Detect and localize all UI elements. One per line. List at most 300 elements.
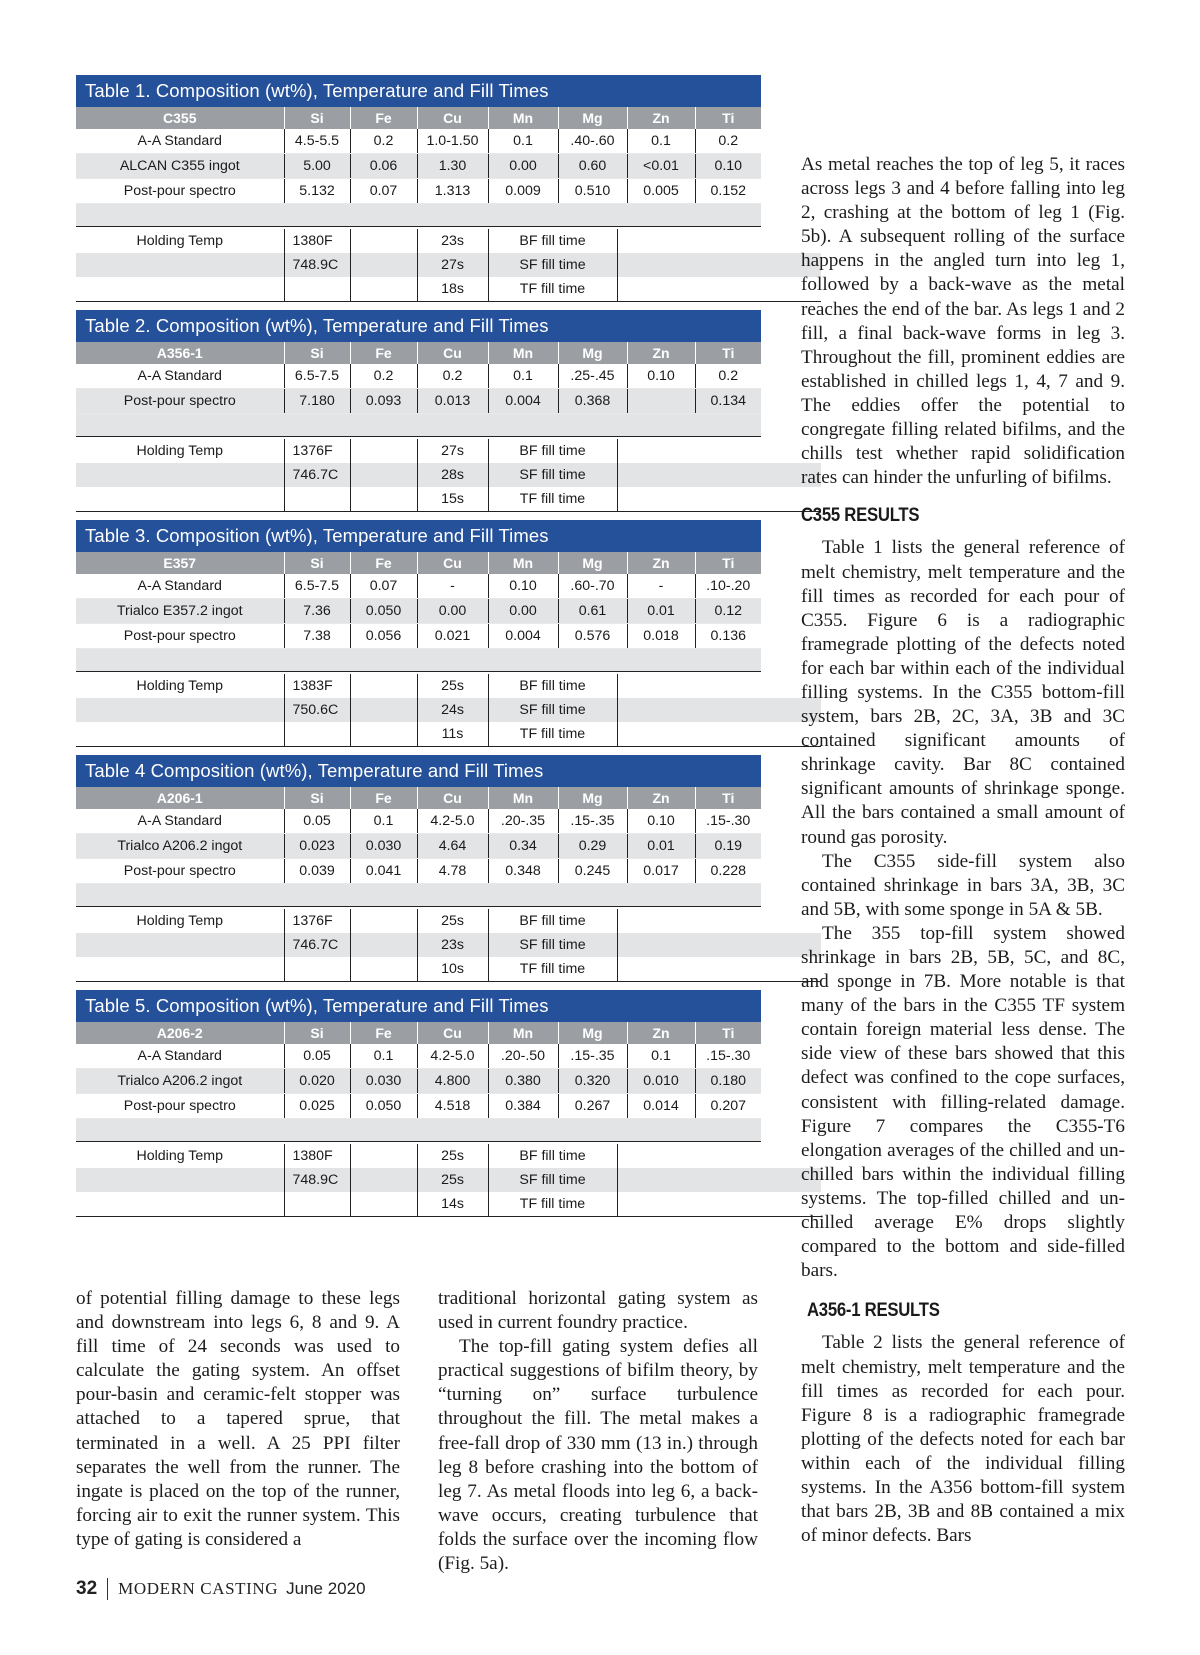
fill-time-label: BF fill time [488, 674, 617, 698]
holding-label [76, 1168, 284, 1192]
table-row [76, 129, 761, 154]
column-header: Mg [558, 107, 627, 129]
empty-cell [617, 463, 821, 487]
column-header: Zn [627, 787, 695, 809]
table-separator [76, 884, 761, 907]
table-cell: 0.384 [488, 1094, 558, 1119]
table-title: Table 3. Composition (wt%), Temperature and Fill Times [76, 520, 761, 552]
column-header: Mn [488, 1022, 558, 1044]
empty-cell [350, 698, 417, 722]
table-row [76, 599, 761, 624]
holding-row [76, 722, 821, 747]
empty-cell [617, 1144, 821, 1168]
column-header: Zn [627, 107, 695, 129]
table-cell: 0.320 [558, 1069, 627, 1094]
column-header: Si [284, 1022, 350, 1044]
table-cell: 1.30 [417, 154, 488, 179]
column-header: Cu [417, 552, 488, 574]
table-title: Table 1. Composition (wt%), Temperature and Fill Times [76, 75, 761, 107]
column-header: Si [284, 107, 350, 129]
empty-cell [617, 1192, 821, 1217]
table-cell: 0.19 [695, 834, 761, 859]
holding-temperature: 1376F [284, 439, 350, 463]
section-heading: A356-1 RESULTS [807, 1300, 940, 1322]
paragraph: The C355 side-fill system also contained shrinkage in bars 3A, 3B, 3C and 5B, with some sponge in 5A & 5B. [801, 850, 1125, 920]
fill-time-label: SF fill time [488, 698, 617, 722]
table-row [76, 624, 761, 649]
holding-label: Holding Temp [76, 674, 284, 698]
paragraph: of potential filling damage to these legs and downstream into legs 6, 8 and 9. A fill time of 24 seconds was used to calculate the gating system. An offset pour-basin and ceramic-felt stopper was attached to a tapered sprue, that terminated in a well. A 25 PPI filter separates the well from the runner. The ingate is placed on the top of the runner, forcing air to exit the runner system. This type of gating is considered a [76, 1288, 400, 1550]
empty-cell [617, 439, 821, 463]
table-cell: 0.041 [350, 859, 417, 884]
empty-cell [617, 933, 821, 957]
table-cell: 0.348 [488, 859, 558, 884]
table-cell: .20-.35 [488, 809, 558, 834]
magazine-name: MODERN CASTING [118, 1579, 279, 1598]
table-separator [76, 649, 761, 672]
column-header: Mg [558, 1022, 627, 1044]
table-cell: <0.01 [627, 154, 695, 179]
row-label: A-A Standard [76, 129, 284, 154]
table-row [76, 574, 761, 599]
fill-time-value: 24s [417, 698, 488, 722]
table-cell: 4.2-5.0 [417, 1044, 488, 1069]
holding-row [76, 698, 821, 722]
fill-time-label: SF fill time [488, 1168, 617, 1192]
empty-cell [617, 229, 821, 253]
row-label: A-A Standard [76, 574, 284, 599]
holding-temperature: 746.7C [284, 463, 350, 487]
fill-time-value: 15s [417, 487, 488, 512]
column-header: Si [284, 552, 350, 574]
table-cell: 0.368 [558, 389, 627, 414]
row-label: A-A Standard [76, 1044, 284, 1069]
holding-label [76, 1192, 284, 1217]
table-cell: 0.005 [627, 179, 695, 204]
empty-cell [350, 1192, 417, 1217]
table-cell: 0.10 [627, 364, 695, 389]
table-title: Table 2. Composition (wt%), Temperature and Fill Times [76, 310, 761, 342]
row-label: Trialco A206.2 ingot [76, 834, 284, 859]
table-cell: 0.018 [627, 624, 695, 649]
fill-time-value: 27s [417, 253, 488, 277]
table-cell: 4.64 [417, 834, 488, 859]
holding-row [76, 933, 821, 957]
table-spacer [76, 982, 761, 990]
column-header: Ti [695, 552, 761, 574]
table-cell: .15-.30 [695, 1044, 761, 1069]
holding-label [76, 933, 284, 957]
table-cell: 0.60 [558, 154, 627, 179]
table-cell: 0.2 [350, 129, 417, 154]
column-header: Si [284, 342, 350, 364]
fill-time-label: BF fill time [488, 909, 617, 933]
empty-cell [350, 277, 417, 302]
table-row [76, 1094, 761, 1119]
empty-cell [617, 674, 821, 698]
table-cell: 0.013 [417, 389, 488, 414]
composition-table [76, 75, 761, 302]
alloy-header: C355 [76, 107, 284, 129]
table-cell: 4.5-5.5 [284, 129, 350, 154]
row-label: Trialco E357.2 ingot [76, 599, 284, 624]
empty-cell [350, 229, 417, 253]
table-cell: 0.00 [417, 599, 488, 624]
column-header: Si [284, 787, 350, 809]
fill-time-value: 25s [417, 1168, 488, 1192]
empty-cell [350, 722, 417, 747]
table-row [76, 1069, 761, 1094]
holding-label: Holding Temp [76, 229, 284, 253]
alloy-header: A206-2 [76, 1022, 284, 1044]
table-cell: 6.5-7.5 [284, 574, 350, 599]
holding-label [76, 253, 284, 277]
page-number: 32 [76, 1578, 98, 1599]
paragraph: Table 1 lists the general reference of melt chemistry, melt temperature and the fill times as recorded for each pour of C355. Figure 6 is a radiographic framegrade plotting of the defects noted for each bar within each of the individual filling systems. In the C355 bottom-fill system, bars 2B, 2C, 3A, 3B and 3C contained significant amounts of shrinkage cavity. Bar 8C contained significant amounts of shrinkage sponge. All the bars contained a small amount of round gas porosity. [801, 537, 1125, 848]
table-row [76, 809, 761, 834]
holding-temperature [284, 722, 350, 747]
table-cell: - [417, 574, 488, 599]
fill-time-value: 11s [417, 722, 488, 747]
table-cell: 0.039 [284, 859, 350, 884]
table-cell: 0.030 [350, 1069, 417, 1094]
row-label: A-A Standard [76, 809, 284, 834]
empty-cell [617, 722, 821, 747]
table-cell: 4.518 [417, 1094, 488, 1119]
holding-temperature: 1383F [284, 674, 350, 698]
column-header: Mn [488, 107, 558, 129]
empty-cell [617, 253, 821, 277]
holding-label [76, 722, 284, 747]
table-cell: 0.136 [695, 624, 761, 649]
holding-temperature [284, 1192, 350, 1217]
holding-temperature: 1380F [284, 1144, 350, 1168]
fill-time-label: TF fill time [488, 722, 617, 747]
holding-temperature: 748.9C [284, 1168, 350, 1192]
table-cell: 0.00 [488, 599, 558, 624]
table-cell: 0.05 [284, 809, 350, 834]
table-title: Table 4 Composition (wt%), Temperature and Fill Times [76, 755, 761, 787]
table-spacer [76, 512, 761, 520]
table-row [76, 1044, 761, 1069]
fill-time-value: 25s [417, 674, 488, 698]
table-spacer [76, 302, 761, 310]
fill-time-label: SF fill time [488, 253, 617, 277]
table-cell: 7.180 [284, 389, 350, 414]
empty-cell [617, 909, 821, 933]
row-label: Post-pour spectro [76, 1094, 284, 1119]
table-cell: 0.245 [558, 859, 627, 884]
column-header: Cu [417, 787, 488, 809]
row-label: Post-pour spectro [76, 859, 284, 884]
holding-label [76, 487, 284, 512]
empty-cell [350, 1168, 417, 1192]
alloy-header: A356-1 [76, 342, 284, 364]
column-header: Zn [627, 1022, 695, 1044]
holding-temperature [284, 277, 350, 302]
table-cell: 0.00 [488, 154, 558, 179]
holding-row [76, 674, 821, 698]
table-cell: 1.0-1.50 [417, 129, 488, 154]
empty-cell [617, 277, 821, 302]
fill-time-label: TF fill time [488, 277, 617, 302]
holding-label [76, 463, 284, 487]
empty-cell [350, 933, 417, 957]
column-header: Zn [627, 552, 695, 574]
table-cell: 0.267 [558, 1094, 627, 1119]
holding-temperature: 746.7C [284, 933, 350, 957]
table-cell: 0.020 [284, 1069, 350, 1094]
column-header: Fe [350, 1022, 417, 1044]
paragraph: The top-fill gating system defies all practical suggestions of bifilm theory, by “turning on” surface turbulence throughout the fill. The metal makes a free-fall drop of 330 mm (13 in.) through leg 8 before crashing into the bottom of leg 7. As metal floods into leg 6, a back-wave occurs, creating turbulence that folds the surface over the incoming flow (Fig. 5a). [438, 1336, 758, 1575]
table-cell: 0.004 [488, 624, 558, 649]
column-header: Fe [350, 787, 417, 809]
fill-time-value: 25s [417, 1144, 488, 1168]
holding-row [76, 909, 821, 933]
table-cell: 0.050 [350, 1094, 417, 1119]
holding-row [76, 463, 821, 487]
table-cell: 0.1 [488, 364, 558, 389]
row-label: Post-pour spectro [76, 179, 284, 204]
column-header: Fe [350, 107, 417, 129]
table-separator [76, 204, 761, 227]
holding-temperature [284, 487, 350, 512]
table-cell: 0.1 [350, 809, 417, 834]
table-cell: .40-.60 [558, 129, 627, 154]
table-cell: 0.2 [695, 129, 761, 154]
table-cell: .15-.35 [558, 1044, 627, 1069]
empty-cell [350, 463, 417, 487]
column-header: Mn [488, 787, 558, 809]
holding-row [76, 439, 821, 463]
alloy-header: E357 [76, 552, 284, 574]
footer-divider [107, 1578, 108, 1600]
empty-cell [350, 909, 417, 933]
empty-cell [617, 957, 821, 982]
holding-label [76, 957, 284, 982]
table-cell: 7.36 [284, 599, 350, 624]
table-cell: 0.1 [488, 129, 558, 154]
column-header: Ti [695, 342, 761, 364]
table-cell: .60-.70 [558, 574, 627, 599]
table-cell: 4.78 [417, 859, 488, 884]
table-cell: 0.01 [627, 599, 695, 624]
column-header: Cu [417, 1022, 488, 1044]
fill-time-label: BF fill time [488, 1144, 617, 1168]
fill-time-value: 25s [417, 909, 488, 933]
table-cell: 0.134 [695, 389, 761, 414]
table-cell: 0.023 [284, 834, 350, 859]
holding-label [76, 277, 284, 302]
table-row [76, 834, 761, 859]
page-footer [76, 1578, 366, 1600]
holding-temperature [284, 957, 350, 982]
fill-time-value: 23s [417, 229, 488, 253]
table-cell: 0.2 [350, 364, 417, 389]
table-spacer [76, 747, 761, 755]
table-cell: 0.021 [417, 624, 488, 649]
empty-cell [350, 253, 417, 277]
holding-row [76, 957, 821, 982]
table-cell: 0.093 [350, 389, 417, 414]
table-cell: 0.010 [627, 1069, 695, 1094]
column-header: Ti [695, 1022, 761, 1044]
composition-table [76, 520, 761, 747]
table-cell: 0.180 [695, 1069, 761, 1094]
holding-row [76, 277, 821, 302]
table-cell: 0.10 [488, 574, 558, 599]
fill-time-value: 28s [417, 463, 488, 487]
table-cell: 0.07 [350, 574, 417, 599]
holding-label: Holding Temp [76, 439, 284, 463]
text-column-middle [438, 1287, 758, 1576]
fill-time-label: SF fill time [488, 933, 617, 957]
fill-time-label: TF fill time [488, 487, 617, 512]
row-label: Post-pour spectro [76, 624, 284, 649]
column-header: Mn [488, 552, 558, 574]
holding-row [76, 1168, 821, 1192]
table-cell: 0.228 [695, 859, 761, 884]
table-cell: 0.1 [627, 1044, 695, 1069]
row-label: Post-pour spectro [76, 389, 284, 414]
holding-label [76, 698, 284, 722]
text-column-left [76, 1287, 400, 1552]
column-header: Ti [695, 787, 761, 809]
column-header: Fe [350, 552, 417, 574]
table-cell: 0.10 [627, 809, 695, 834]
holding-label: Holding Temp [76, 909, 284, 933]
table-cell: 0.10 [695, 154, 761, 179]
table-row [76, 364, 761, 389]
table-cell: 5.132 [284, 179, 350, 204]
table-cell: 0.1 [627, 129, 695, 154]
composition-tables [76, 75, 761, 1217]
holding-temperature: 1380F [284, 229, 350, 253]
holding-temperature: 748.9C [284, 253, 350, 277]
fill-time-label: BF fill time [488, 229, 617, 253]
fill-time-value: 27s [417, 439, 488, 463]
section-heading: C355 RESULTS [801, 505, 920, 527]
empty-cell [350, 1144, 417, 1168]
empty-cell [350, 439, 417, 463]
column-header: Mg [558, 552, 627, 574]
table-cell: 0.12 [695, 599, 761, 624]
empty-cell [617, 698, 821, 722]
table-cell: 0.025 [284, 1094, 350, 1119]
table-cell: 0.004 [488, 389, 558, 414]
table-cell: 1.313 [417, 179, 488, 204]
text-column-right [801, 153, 1125, 1548]
holding-temperature: 750.6C [284, 698, 350, 722]
table-cell: 0.1 [350, 1044, 417, 1069]
table-cell: 0.2 [695, 364, 761, 389]
column-header: Fe [350, 342, 417, 364]
holding-row [76, 1192, 821, 1217]
table-cell: .25-.45 [558, 364, 627, 389]
table-separator [76, 1119, 761, 1142]
empty-cell [617, 487, 821, 512]
paragraph: traditional horizontal gating system as used in current foundry practice. [438, 1288, 758, 1334]
holding-row [76, 229, 821, 253]
holding-label: Holding Temp [76, 1144, 284, 1168]
paragraph: Table 2 lists the general reference of melt chemistry, melt temperature and the fill times as recorded for each pour. Figure 8 is a radiographic framegrade plotting of the defects noted for each bar within each of the individual filling systems. In the A356 bottom-fill system that bars 2B, 3B and 8B contained a mix of minor defects. Bars [801, 1332, 1125, 1547]
table-cell: 6.5-7.5 [284, 364, 350, 389]
table-cell: 0.380 [488, 1069, 558, 1094]
row-label: ALCAN C355 ingot [76, 154, 284, 179]
table-cell: 0.01 [627, 834, 695, 859]
empty-cell [617, 1168, 821, 1192]
holding-row [76, 253, 821, 277]
table-cell: 0.014 [627, 1094, 695, 1119]
table-cell: 0.017 [627, 859, 695, 884]
fill-time-value: 18s [417, 277, 488, 302]
alloy-header: A206-1 [76, 787, 284, 809]
table-cell: 0.152 [695, 179, 761, 204]
holding-row [76, 1144, 821, 1168]
empty-cell [350, 487, 417, 512]
row-label: Trialco A206.2 ingot [76, 1069, 284, 1094]
table-cell: 0.05 [284, 1044, 350, 1069]
table-cell: 0.510 [558, 179, 627, 204]
table-cell: 0.050 [350, 599, 417, 624]
table-cell: 0.07 [350, 179, 417, 204]
table-cell: 0.29 [558, 834, 627, 859]
table-row [76, 154, 761, 179]
table-cell: 4.800 [417, 1069, 488, 1094]
table-cell: .15-.30 [695, 809, 761, 834]
column-header: Mg [558, 787, 627, 809]
table-row [76, 179, 761, 204]
fill-time-label: BF fill time [488, 439, 617, 463]
column-header: Mg [558, 342, 627, 364]
table-cell: 0.009 [488, 179, 558, 204]
table-cell: 0.06 [350, 154, 417, 179]
paragraph: The 355 top-fill system showed shrinkage in bars 2B, 5B, 5C, and 8C, and sponge in 7B. More notable is that many of the bars in the C355 TF system contain foreign material less dense. The side view of these bars showed that this defect was confined to the cope surfaces, consistent with filling-related damage. Figure 7 compares the C355-T6 elongation averages of the chilled and un-chilled bars within the individual filling systems. The top-filled chilled and un-chilled average E% drops slightly compared to the bottom and side-filled bars. [801, 922, 1125, 1282]
table-row [76, 859, 761, 884]
fill-time-label: TF fill time [488, 1192, 617, 1217]
table-cell: - [627, 574, 695, 599]
table-cell [627, 389, 695, 414]
fill-time-value: 10s [417, 957, 488, 982]
column-header: Zn [627, 342, 695, 364]
table-cell: 0.030 [350, 834, 417, 859]
composition-table [76, 310, 761, 512]
row-label: A-A Standard [76, 364, 284, 389]
table-cell: .10-.20 [695, 574, 761, 599]
table-cell: 0.207 [695, 1094, 761, 1119]
fill-time-value: 23s [417, 933, 488, 957]
empty-cell [350, 957, 417, 982]
table-separator [76, 414, 761, 437]
table-title: Table 5. Composition (wt%), Temperature and Fill Times [76, 990, 761, 1022]
holding-row [76, 487, 821, 512]
table-cell: .15-.35 [558, 809, 627, 834]
composition-table [76, 990, 761, 1217]
column-header: Mn [488, 342, 558, 364]
composition-table [76, 755, 761, 982]
column-header: Cu [417, 342, 488, 364]
table-cell: 0.34 [488, 834, 558, 859]
holding-temperature: 1376F [284, 909, 350, 933]
fill-time-value: 14s [417, 1192, 488, 1217]
issue-date: June 2020 [286, 1579, 366, 1598]
column-header: Cu [417, 107, 488, 129]
table-cell: 0.056 [350, 624, 417, 649]
fill-time-label: TF fill time [488, 957, 617, 982]
table-cell: 5.00 [284, 154, 350, 179]
table-cell: 0.576 [558, 624, 627, 649]
table-cell: 7.38 [284, 624, 350, 649]
